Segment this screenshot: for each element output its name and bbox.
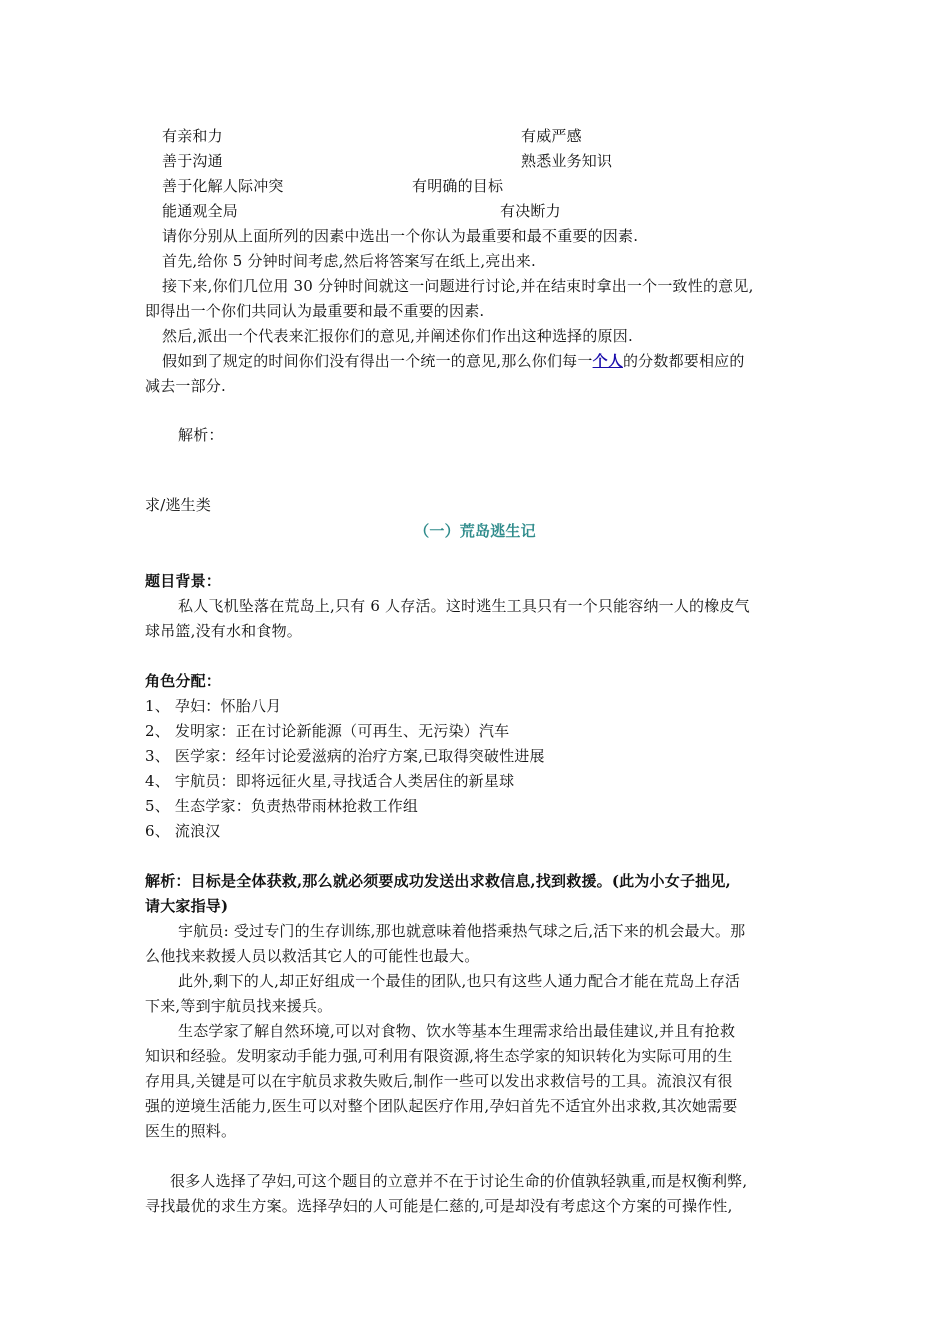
factor-decisiveness: 有决断力 [500, 202, 561, 220]
instruction-paragraph: 接下来,你们几位用 30 分钟时间就这一问题进行讨论,并在结束时拿出一个一致性的意见, [162, 277, 754, 295]
category-heading: 求/逃生类 [145, 496, 212, 514]
analysis-text: 此外,剩下的人,却正好组成一个最佳的团队,也只有这些人通力配合才能在荒岛上存活 [178, 972, 741, 990]
instruction-paragraph: 首先,给你 5 分钟时间考虑,然后将答案写在纸上,亮出来. [162, 252, 536, 270]
analysis-text: 医生的照料。 [145, 1122, 237, 1140]
background-text: 私人飞机坠落在荒岛上,只有 6 人存活。这时逃生工具只有一个只能容纳一人的橡皮气 [178, 597, 750, 615]
factor-clear-goals: 有明确的目标 [412, 177, 504, 195]
analysis-text: 宇航员: 受过专门的生存训练,那也就意味着他搭乘热气球之后,活下来的机会最大。那 [178, 922, 746, 940]
factor-conflict-resolution: 善于化解人际冲突 [162, 177, 284, 195]
section-title: （一）荒岛逃生记 [414, 522, 536, 540]
analysis-text: 知识和经验。发明家动手能力强,可利用有限资源,将生态学家的知识转化为实际可用的生 [145, 1047, 733, 1065]
role-item: 6、 流浪汉 [145, 822, 221, 840]
analysis-heading: 解析：目标是全体获救,那么就必须要成功发送出求救信息,找到救援。(此为小女子拙见, [145, 872, 731, 890]
role-item: 1、 孕妇：怀胎八月 [145, 697, 282, 715]
instruction-paragraph: 然后,派出一个代表来汇报你们的意见,并阐述你们作出这种选择的原因. [162, 327, 633, 345]
instruction-paragraph: 请你分别从上面所列的因素中选出一个你认为最重要和最不重要的因素. [162, 227, 639, 245]
role-item: 4、 宇航员：即将远征火星,寻找适合人类居住的新星球 [145, 772, 515, 790]
analysis-text: 么他找来救援人员以救活其它人的可能性也最大。 [145, 947, 480, 965]
factor-authority: 有威严感 [521, 127, 582, 145]
person-link[interactable]: 个人 [592, 352, 623, 370]
instruction-paragraph: 减去一部分. [145, 377, 226, 395]
roles-heading: 角色分配： [145, 672, 222, 690]
instruction-text: 的分数都要相应的 [622, 352, 745, 370]
analysis-text: 生态学家了解自然环境,可以对食物、饮水等基本生理需求给出最佳建议,并且有抢救 [178, 1022, 736, 1040]
analysis-text: 强的逆境生活能力,医生可以对整个团队起医疗作用,孕妇首先不适宜外出求救,其次她需要 [145, 1097, 738, 1115]
analysis-text: 下来,等到宇航员找来援兵。 [145, 997, 333, 1015]
factor-communication: 善于沟通 [162, 152, 223, 170]
background-text: 球吊篮,没有水和食物。 [145, 622, 302, 640]
analysis-text: 存用具,关键是可以在宇航员求救失败后,制作一些可以发出求救信号的工具。流浪汉有很 [145, 1072, 733, 1090]
instruction-text: 假如到了规定的时间你们没有得出一个统一的意见,那么你们每一 [162, 352, 593, 370]
analysis-heading: 请大家指导) [145, 897, 229, 915]
discussion-text: 寻找最优的求生方案。选择孕妇的人可能是仁慈的,可是却没有考虑这个方案的可操作性, [145, 1197, 733, 1215]
factor-affinity: 有亲和力 [162, 127, 223, 145]
instruction-paragraph [162, 351, 745, 371]
role-item: 5、 生态学家：负责热带雨林抢救工作组 [145, 797, 419, 815]
factor-business-knowledge: 熟悉业务知识 [521, 152, 613, 170]
discussion-text: 很多人选择了孕妇,可这个题目的立意并不在于讨论生命的价值孰轻孰重,而是权衡利弊, [170, 1172, 748, 1190]
role-item: 2、 发明家：正在讨论新能源（可再生、无污染）汽车 [145, 722, 510, 740]
factor-overall-view: 能通观全局 [162, 202, 239, 220]
analysis-label: 解析： [178, 426, 224, 444]
background-heading: 题目背景： [145, 572, 222, 590]
role-item: 3、 医学家：经年讨论爱滋病的治疗方案,已取得突破性进展 [145, 747, 545, 765]
instruction-paragraph: 即得出一个你们共同认为最重要和最不重要的因素. [145, 302, 485, 320]
